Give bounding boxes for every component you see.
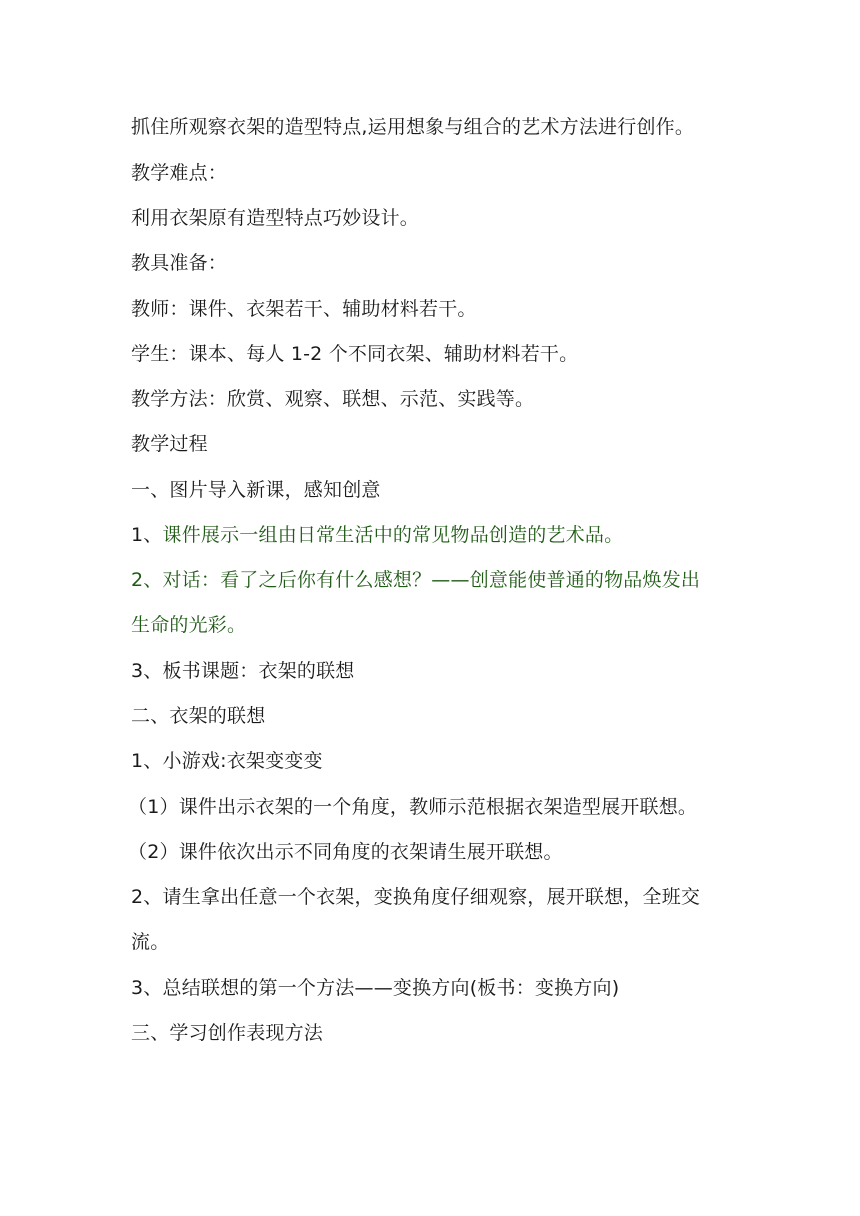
text-line: 抓住所观察衣架的造型特点,运用想象与组合的艺术方法进行创作。 — [131, 116, 695, 138]
section-heading: 三、学习创作表现方法 — [131, 1022, 324, 1044]
section-heading: 二、衣架的联想 — [131, 705, 266, 727]
text-line: （2）课件依次出示不同角度的衣架请生展开联想。 — [128, 841, 563, 863]
text-line: 教具准备： — [131, 252, 228, 274]
text-line — [131, 523, 623, 547]
text-line: （1）课件出示衣架的一个角度，教师示范根据衣架造型展开联想。 — [128, 796, 698, 818]
text-line: 教学方法：欣赏、观察、联想、示范、实践等。 — [131, 388, 535, 410]
line-number: 1、 — [131, 524, 163, 546]
text-line: 2、请生拿出任意一个衣架，变换角度仔细观察，展开联想，全班交 — [131, 886, 701, 908]
highlighted-text: 生命的光彩。 — [131, 614, 247, 636]
section-heading: 教学过程 — [131, 433, 208, 455]
section-heading: 一、图片导入新课，感知创意 — [131, 479, 381, 501]
highlighted-text: 2、对话：看了之后你有什么感想？——创意能使普通的物品焕发出 — [131, 569, 701, 591]
text-line: 1、小游戏:衣架变变变 — [131, 750, 323, 772]
text-line: 教师：课件、衣架若干、辅助材料若干。 — [131, 298, 477, 320]
text-line: 学生：课本、每人 1-2 个不同衣架、辅助材料若干。 — [131, 343, 579, 365]
text-line: 教学难点： — [131, 162, 228, 184]
text-line: 流。 — [131, 931, 170, 953]
text-line: 3、总结联想的第一个方法——变换方向(板书：变换方向) — [131, 977, 620, 999]
text-line: 利用衣架原有造型特点巧妙设计。 — [131, 207, 420, 229]
text-line: 3、板书课题：衣架的联想 — [131, 660, 355, 682]
highlighted-text: 课件展示一组由日常生活中的常见物品创造的艺术品。 — [162, 524, 624, 546]
